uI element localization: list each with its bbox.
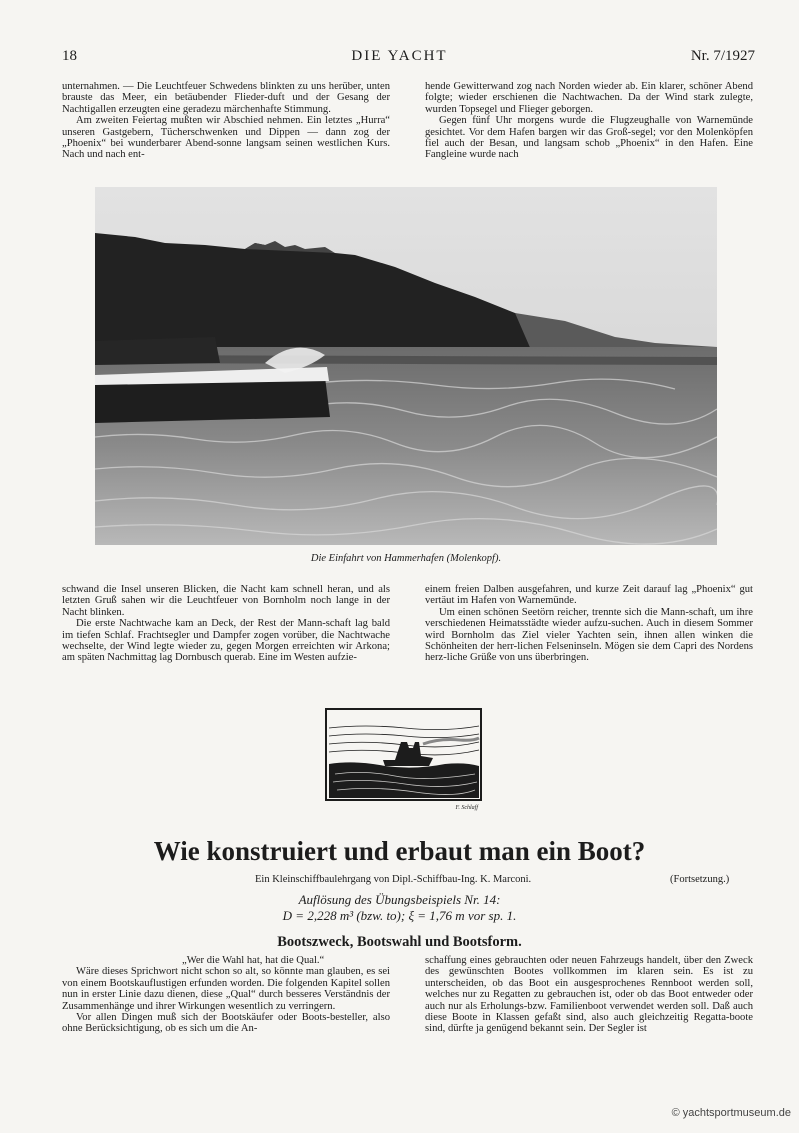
solution-formula: D = 2,228 m³ (bzw. to); ξ = 1,76 m vor sp. 1. <box>282 908 517 923</box>
mid-right-column <box>425 584 753 664</box>
bottom-left-column <box>62 955 390 1035</box>
top-left-column <box>62 81 390 161</box>
paragraph: Gegen fünf Uhr morgens wurde die Flugzeughalle von Warnemünde gesichtet. Vor dem Hafen bargen wir das Groß-segel; vor den Molenköpfen fiel auch der Besan, und langsam schob „Phoenix“ in den Hafen. Eine Fangleine wurde nach <box>425 115 753 161</box>
steamer-vignette-image <box>325 708 482 801</box>
top-right-column <box>425 81 753 161</box>
paragraph: hende Gewitterwand zog nach Norden wieder ab. Ein klarer, schöner Abend folgte; wieder erschienen die Nachtwachen. Da der Wind stark zulegte, wurden Topsegel und Flieger geborgen. <box>425 81 753 115</box>
paragraph: Vor allen Dingen muß sich der Bootskäufer oder Boots-besteller, also ohne Berücksichtigung, ob es sich um die An- <box>62 1012 390 1035</box>
vignette-signature: F. Schlaff <box>455 805 478 811</box>
paragraph: unternahmen. — Die Leuchtfeuer Schwedens blinkten zu uns herüber, unten brauste das Meer, ein betäubender Flieder-duft und der Gesang der Nachtigallen erzeugten eine geradezu märchenhafte Stimmung. <box>62 81 390 115</box>
page-number: 18 <box>62 48 77 64</box>
paragraph: schaffung eines gebrauchten oder neuen Fahrzeugs handelt, über den Zweck des gewünschten Bootes vollkommen im klaren sein. Es ist zu unterscheiden, ob das Boot ein ausgesprochenes Rennboot werden soll, welches nur zu Regatten zu gebrauchen ist, oder ob das Boot entweder oder auch nur als Erholungs-bzw. Familienboot verwendet werden soll. Daß auch diese Boote in Klassen gefaßt sind, also auch gleichzeitig Regatta-boote sind, dürfte ja genügend bekannt sein. Der Segler ist <box>425 955 753 1035</box>
paragraph: Die erste Nachtwache kam an Deck, der Rest der Mann-schaft lag bald im tiefen Schlaf. Frachtsegler und Dampfer zogen vorüber, die Nachtwache wechselte, der Wind legte wieder zu, gegen Morgen erreichten wir Arkona; am späten Nachmittag lag Dornbusch querab. Eine im Westen aufzie- <box>62 618 390 664</box>
continuation-note: (Fortsetzung.) <box>670 874 730 885</box>
bottom-right-column <box>425 955 753 1035</box>
paragraph: Wäre dieses Sprichwort nicht schon so alt, so könnte man glauben, es sei von einem Bootskauflustigen erfunden worden. Die folgenden Kapitel sollen nun in erster Linie dazu dienen, diese „Qual“ durch besseres Verständnis der Zusammenhänge und ihrer Wirkungen wesentlich zu verringern. <box>62 966 390 1012</box>
steamer-vignette <box>325 708 482 811</box>
paragraph: einem freien Dalben ausgefahren, und kurze Zeit darauf lag „Phoenix“ gut vertäut im Hafen von Warnemünde. <box>425 584 753 607</box>
section-heading: Bootszweck, Bootswahl und Bootsform. <box>277 934 522 950</box>
paragraph: Am zweiten Feiertag mußten wir Abschied nehmen. Ein letztes „Hurra“ unseren Gastgebern, Tücherschwenken und Dippen — dann zog der „Phoenix“ bei wunderbarer Abend-sonne langsam seinen westlichen Kurs. Nach und nach ent- <box>62 115 390 161</box>
journal-title: DIE YACHT <box>351 48 448 64</box>
issue-number: Nr. 7/1927 <box>690 48 755 64</box>
mid-left-column <box>62 584 390 664</box>
watermark: © yachtsportmuseum.de <box>671 1107 791 1119</box>
harbor-photo-image <box>95 187 717 545</box>
article-title: Wie konstruiert und erbaut man ein Boot? <box>153 836 646 866</box>
photo-caption: Die Einfahrt von Hammerhafen (Molenkopf). <box>310 553 502 564</box>
paragraph: Um einen schönen Seetörn reicher, trennte sich die Mann-schaft, um ihre verschiedenen Heimatsstädte wieder aufzu-suchen. Auch in diesem Sommer wird Bornholm das Ziel vieler Yachten sein, ihnen allen winken die Schönheiten der herr-lichen Felseninseln. Mögen sie dem Capri des Nordens herz-liche Grüße von uns überbringen. <box>425 606 753 664</box>
harbor-photo <box>95 187 717 545</box>
solution-heading: Auflösung des Übungsbeispiels Nr. 14: <box>298 892 501 907</box>
proverb: „Wer die Wahl hat, hat die Qual.“ <box>182 955 325 966</box>
paragraph: schwand die Insel unseren Blicken, die Nacht kam schnell heran, und als letzten Gruß sahen wir die Leuchtfeuer von Bornholm noch lange in der Nacht blinken. <box>62 584 390 618</box>
article-subtitle: Ein Kleinschiffbaulehrgang von Dipl.-Schiffbau-Ing. K. Marconi. <box>255 874 532 885</box>
